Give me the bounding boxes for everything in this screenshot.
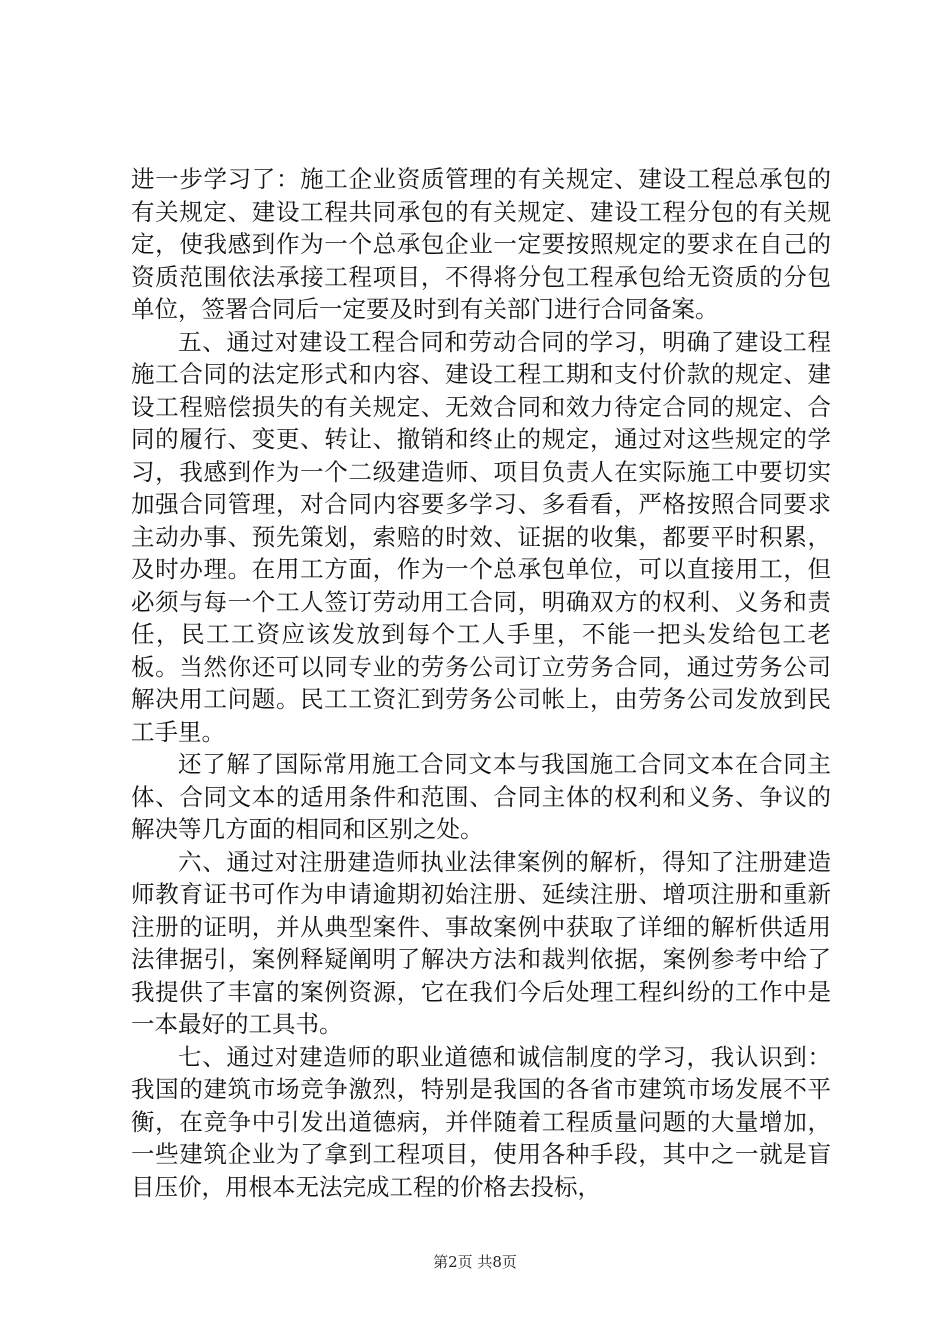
paragraph-section-six: 六、通过对注册建造师执业法律案例的解析，得知了注册建造师教育证书可作为申请逾期初始注册、延续注册、增项注册和重新注册的证明，并从典型案件、事故案例中获取了详细的解析供适用法律据引，案例释疑阐明了解决方法和裁判依据，案例参考中给了我提供了丰富的案例资源，它在我们今后处理工程纠纷的工作中是一本最好的工具书。 (131, 847, 831, 1038)
paragraph-continuation: 进一步学习了：施工企业资质管理的有关规定、建设工程总承包的有关规定、建设工程共同承包的有关规定、建设工程分包的有关规定，使我感到作为一个总承包企业一定要按照规定的要求在自己的资质范围依法承接工程项目，不得将分包工程承包给无资质的分包单位，签署合同后一定要及时到有关部门进行合同备案。 (131, 165, 831, 323)
page-number-footer: 第2页 共8页 (433, 1253, 517, 1271)
paragraph-section-seven: 七、通过对建造师的职业道德和诚信制度的学习，我认识到：我国的建筑市场竞争激烈，特别是我国的各省市建筑市场发展不平衡，在竞争中引发出道德病，并伴随着工程质量问题的大量增加，一些建筑企业为了拿到工程项目，使用各种手段，其中之一就是盲目压价，用根本无法完成工程的价格去投标， (131, 1042, 831, 1201)
paragraph-section-five: 五、通过对建设工程合同和劳动合同的学习，明确了建设工程施工合同的法定形式和内容、建设工程工期和支付价款的规定、建设工程赔偿损失的有关规定、无效合同和效力待定合同的规定、合同的履行、变更、转让、撤销和终止的规定，通过对这些规定的学习，我感到作为一个二级建造师、项目负责人在实际施工中要切实加强合同管理，对合同内容要多学习、多看看，严格按照合同要求主动办事、预先策划，索赔的时效、证据的收集，都要平时积累，及时办理。在用工方面，作为一个总承包单位，可以直接用工，但必须与每一个工人签订劳动用工合同，明确双方的权利、义务和责任，民工工资应该发放到每个工人手里，不能一把头发给包工老板。当然你还可以同专业的劳务公司订立劳务合同，通过劳务公司解决用工问题。民工工资汇到劳务公司帐上，由劳务公司发放到民工手里。 (131, 327, 831, 746)
paragraph-international-contracts: 还了解了国际常用施工合同文本与我国施工合同文本在合同主体、合同文本的适用条件和范围、合同主体的权利和义务、争议的解决等几方面的相同和区别之处。 (131, 750, 831, 843)
document-body (131, 163, 831, 1203)
